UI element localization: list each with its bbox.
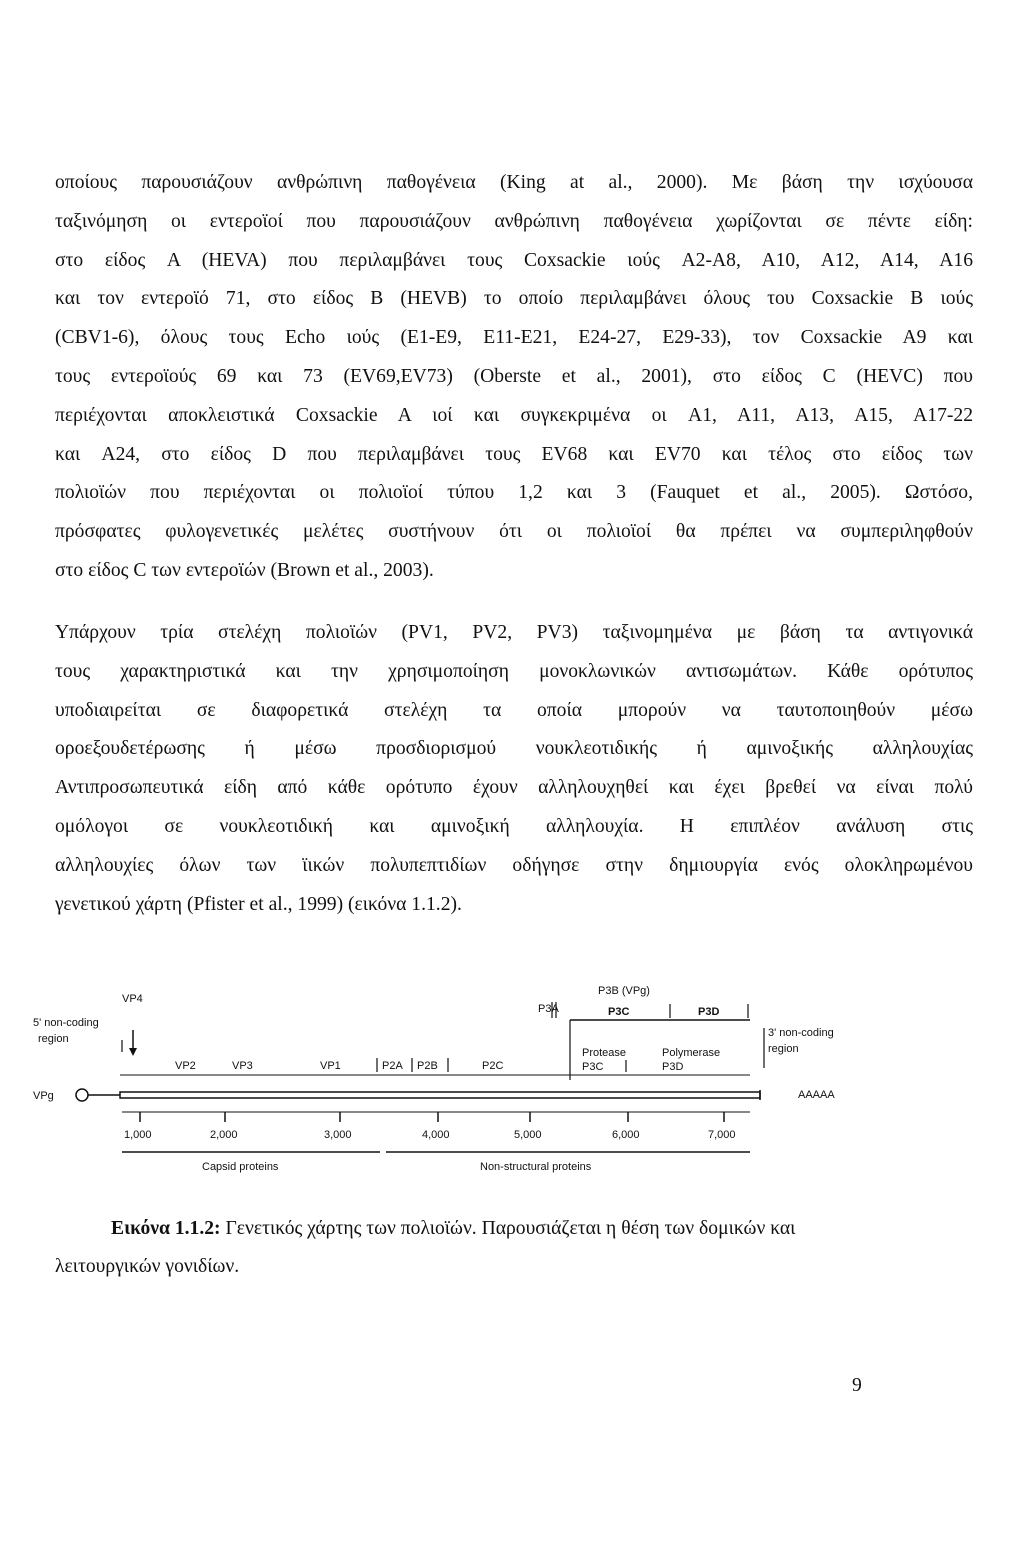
five-prime-label-2: region: [38, 1033, 69, 1045]
paragraph-1: [55, 164, 973, 591]
vpg-circle: [76, 1089, 88, 1101]
text-line: γενετικού χάρτη (Pfister et al., 1999) (εικόνα 1.1.2).: [55, 893, 462, 915]
vp2-label: VP2: [175, 1060, 196, 1072]
p3c-label: P3C: [608, 1006, 630, 1018]
p3a-label: P3A: [538, 1003, 559, 1015]
genome-bar: [120, 1092, 760, 1098]
polymerase-label: Polymerase: [662, 1047, 721, 1059]
text-line: στο είδος A (HEVA) που περιλαμβάνει τους Coxsackie ιούς A2-A8, A10, A12, A14, A16: [55, 249, 973, 271]
p2b-label: P2B: [417, 1060, 438, 1072]
caption-label: Εικόνα 1.1.2:: [111, 1218, 221, 1239]
caption-line: [111, 1210, 911, 1248]
vp3-label: VP3: [232, 1060, 253, 1072]
caption-text: Γενετικός χάρτης των πολιοϊών. Παρουσιάζεται η θέση των δομικών και: [220, 1218, 796, 1239]
p3c-sub-label: P3C: [582, 1061, 604, 1073]
scale-label: 3,000: [324, 1129, 352, 1141]
text-line: (CBV1-6), όλους τους Echo ιούς (E1-E9, E11-E21, E24-27, E29-33), τον Coxsackie A9 και: [55, 327, 973, 349]
text-line: Αντιπροσωπευτικά είδη από κάθε ορότυπο έχουν αλληλουχηθεί και έχει βρεθεί να είναι πολύ: [55, 777, 973, 799]
text-line: αλληλουχίες όλων των ϊικών πολυπεπτιδίων οδήγησε στην δημιουργία ενός ολοκληρωμένου: [55, 854, 973, 876]
text-line: οροεξουδετέρωσης ή μέσω προσδιορισμού νουκλεοτιδικής ή αμινοξικής αλληλουχίας: [55, 738, 973, 760]
text-line: υποδιαιρείται σε διαφορετικά στελέχη τα οποία μπορούν να ταυτοποιηθούν μέσω: [55, 699, 973, 721]
text-line: Υπάρχουν τρία στελέχη πολιοϊών (PV1, PV2, PV3) ταξινομημένα με βάση τα αντιγονικά: [55, 622, 973, 643]
vpg-label: VPg: [33, 1090, 54, 1102]
text-line: ταξινόμηση οι εντεροϊοί που παρουσιάζουν ανθρώπινη παθογένεια χωρίζονται σε πέντε είδη:: [55, 210, 973, 232]
text-line: ομόλογοι σε νουκλεοτιδική και αμινοξική αλληλουχία. Η επιπλέον ανάλυση στις: [55, 815, 973, 837]
p3b-label: P3B (VPg): [598, 985, 650, 997]
p3d-sub-label: P3D: [662, 1061, 684, 1073]
five-prime-label: 5' non-coding: [33, 1017, 99, 1029]
text-line: οποίους παρουσιάζουν ανθρώπινη παθογένεια (King at al., 2000). Με βάση την ισχύουσα: [55, 172, 973, 193]
p3d-label: P3D: [698, 1006, 720, 1018]
protease-label: Protease: [582, 1047, 627, 1059]
scale-label: 5,000: [514, 1129, 542, 1141]
text-line: πολιοϊών που περιέχονται οι πολιοϊοί τύπου 1,2 και 3 (Fauquet et al., 2005). Ωστόσο,: [55, 482, 973, 504]
p2a-label: P2A: [382, 1060, 403, 1072]
three-prime-label-2: region: [768, 1043, 799, 1055]
capsid-proteins-label: Capsid proteins: [202, 1161, 279, 1173]
figure-caption: [55, 1210, 911, 1286]
scale-label: 6,000: [612, 1129, 640, 1141]
vp4-arrowhead: [129, 1048, 137, 1056]
nonstructural-proteins-label: Non-structural proteins: [480, 1161, 592, 1173]
caption-line: [55, 1248, 911, 1286]
text-line: τους εντεροϊούς 69 και 73 (EV69,EV73) (Oberste et al., 2001), στο είδος C (HEVC) που: [55, 365, 973, 387]
scale-label: 2,000: [210, 1129, 238, 1141]
text-line: πρόσφατες φυλογενετικές μελέτες συστήνουν ότι οι πολιοϊοί θα πρέπει να συμπεριληφθούν: [55, 521, 973, 543]
paragraph-2: [55, 614, 973, 924]
text-line: και τον εντεροϊό 71, στο είδος B (HEVB) το οποίο περιλαμβάνει όλους του Coxsackie B ιούς: [55, 288, 973, 310]
three-prime-label: 3' non-coding: [768, 1027, 834, 1039]
scale-label: 4,000: [422, 1129, 450, 1141]
scale-label: 1,000: [124, 1129, 152, 1141]
text-line: τους χαρακτηριστικά και την χρησιμοποίηση μονοκλωνικών αντισωμάτων. Κάθε ορότυπος: [55, 660, 973, 682]
vp4-label: VP4: [122, 993, 143, 1005]
text-line: και A24, στο είδος D που περιλαμβάνει τους EV68 και EV70 και τέλος στο είδος των: [55, 443, 973, 465]
p2c-label: P2C: [482, 1060, 504, 1072]
scale-label: 7,000: [708, 1129, 736, 1141]
text-line: περιέχονται αποκλειστικά Coxsackie A ιοί και συγκεκριμένα οι A1, A11, A13, A15, A17-22: [55, 404, 973, 426]
polya-label: AAAAA: [798, 1089, 835, 1101]
vp1-label: VP1: [320, 1060, 341, 1072]
page-number: 9: [852, 1375, 862, 1396]
poliovirus-genome-map: [30, 980, 880, 1180]
text-line: στο είδος C των εντεροϊών (Brown et al., 2003).: [55, 559, 434, 581]
caption-text: λειτουργικών γονιδίων.: [55, 1256, 240, 1277]
